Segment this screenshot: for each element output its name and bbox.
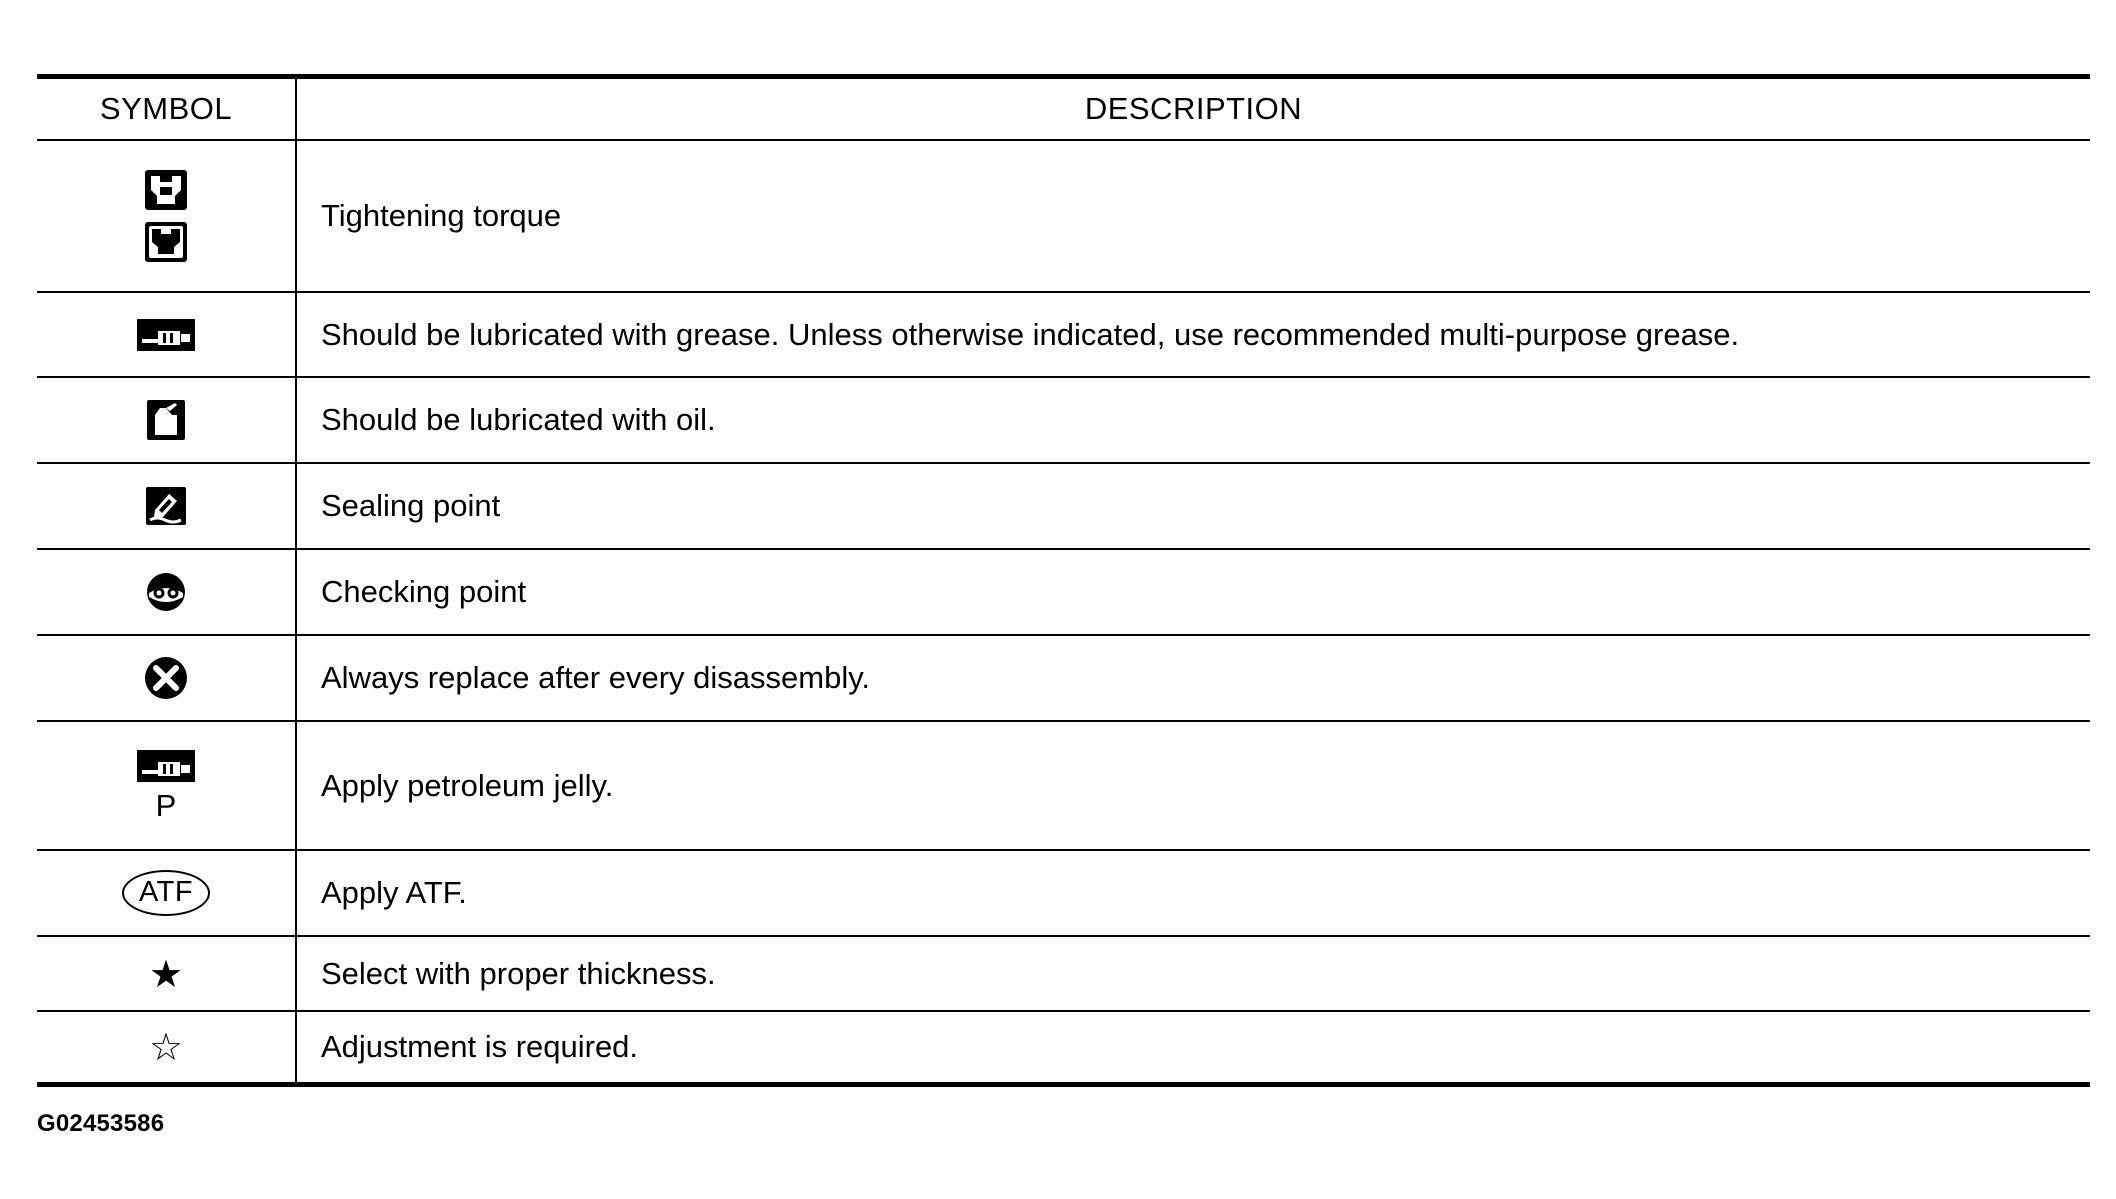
description-cell: Sealing point [296,463,2090,549]
symbol-cell [37,549,296,635]
description-cell: Always replace after every disassembly. [296,635,2090,721]
table-row [37,721,2090,850]
symbol-column-header: SYMBOL [37,77,296,141]
description-column-header: DESCRIPTION [296,77,2090,141]
symbol-cell [37,721,296,850]
outline-star-icon: ☆ [148,1024,184,1069]
description-cell: Apply petroleum jelly. [296,721,2090,850]
table-row [37,850,2090,936]
symbol-cell [37,463,296,549]
atf-oval-label: ATF [122,870,210,916]
table-header-row [37,77,2090,141]
torque-wrench-filled-icon [143,220,189,264]
description-cell: Should be lubricated with oil. [296,377,2090,463]
table-row [37,463,2090,549]
petroleum-jelly-letter: P [155,787,177,823]
table-row [37,1011,2090,1084]
description-cell: Adjustment is required. [321,1028,639,1064]
symbol-cell [37,635,296,721]
description-cell: Select with proper thickness. [296,936,2090,1011]
figure-code: G02453586 [37,1110,165,1137]
table-row [37,140,2090,292]
symbol-cell [37,377,296,463]
description-cell: Checking point [296,549,2090,635]
symbol-cell [37,1011,296,1084]
checking-eyes-icon [145,571,187,613]
grease-gun-icon [137,750,195,782]
description-cell: Apply ATF. [296,850,2090,936]
symbol-table [37,74,2090,1087]
symbol-cell [37,292,296,377]
table-row [37,936,2090,1011]
symbol-cell [37,850,296,936]
table-row [37,377,2090,463]
description-cell: Tightening torque [296,140,2090,292]
oil-can-icon [146,399,186,441]
grease-gun-icon [137,319,195,351]
table-row [37,549,2090,635]
symbol-cell [37,936,296,1011]
filled-star-icon: ★ [148,951,184,996]
sealant-tube-icon [145,486,187,526]
description-cell: Should be lubricated with grease. Unless otherwise indicated, use recommended multi-purpose grease. [296,292,2090,377]
torque-wrench-open-icon [143,168,189,212]
table-row [37,635,2090,721]
replace-x-circle-icon [144,656,188,700]
table-row [37,292,2090,377]
symbol-cell [37,140,296,292]
symbol-legend [37,74,2090,1087]
